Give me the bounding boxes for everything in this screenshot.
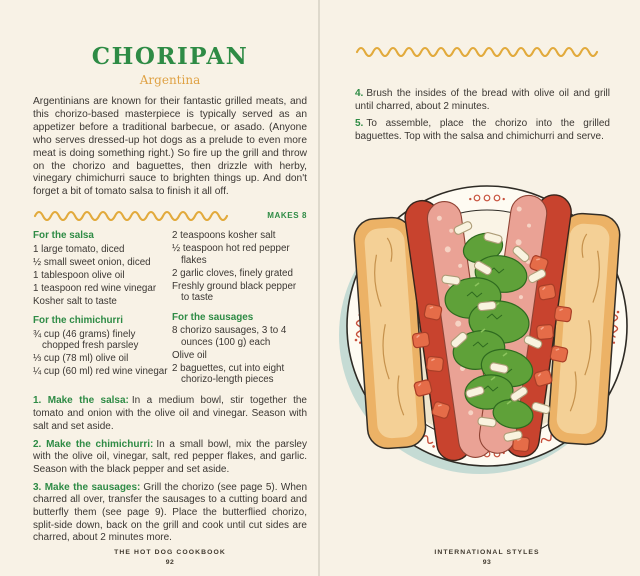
page-number: 93 — [482, 559, 492, 566]
choripan-plate-illustration — [337, 178, 637, 478]
page-spine-divider — [318, 0, 320, 576]
ingredient-column-1 — [33, 230, 169, 387]
book-title: THE HOT DOG COOKBOOK — [114, 549, 226, 556]
right-page-footer — [355, 549, 619, 566]
ingredient-item: ½ small sweet onion, diced — [33, 256, 151, 268]
left-page-footer — [33, 549, 307, 566]
recipe-step: 1. Make the salsa: In a medium bowl, stir together the tomato and onion with the olive oil and vinegar. Season with salt and set aside. — [33, 395, 307, 432]
recipe-step: 4. Brush the insides of the bread with olive oil and grill until charred, about 2 minutes. — [355, 88, 610, 112]
ingredient-item: ⅓ cup (78 ml) olive oil — [33, 353, 129, 365]
recipe-steps-left — [33, 395, 307, 545]
makes-row — [33, 209, 307, 221]
recipe-intro: Argentinians are known for their fantastic grilled meats, and this chorizo-based masterpiece is typically served as an appetizer before a traditional barbecue, or asado. (Anyone who serves dressed-up hot dogs as a prelude to even more meat is doing something right.) So fire up the grill and throw on the chorizo and baguettes, then drizzle with herby, vinegary chimichurri sauce to brighten things up. And don't forget a bit of tomato salsa to finish it all off. — [33, 96, 307, 198]
wavy-divider-icon — [355, 45, 610, 57]
ingredient-item: Freshly ground black pepper to taste — [172, 280, 297, 304]
ingredient-group-header: For the salsa — [33, 230, 94, 242]
recipe-step: 2. Make the chimichurri: In a small bowl, mix the parsley with the olive oil, vinegar, salt, red pepper flakes, and garlic. Season with the black pepper and set aside. — [33, 438, 307, 475]
ingredient-item: ¼ cup (60 ml) red wine vinegar — [33, 366, 168, 378]
page-number: 92 — [165, 559, 175, 566]
ingredient-item: 1 tablespoon olive oil — [33, 269, 125, 281]
recipe-steps-right — [355, 88, 610, 144]
ingredient-columns — [33, 230, 307, 387]
ingredient-group-header: For the chimichurri — [33, 315, 123, 327]
ingredient-item: ¾ cup (46 grams) finely chopped fresh parsley — [33, 328, 139, 352]
plate-illustration-svg — [337, 178, 637, 478]
wavy-divider-icon — [33, 209, 239, 221]
ingredient-group-header: For the sausages — [172, 311, 254, 323]
ingredient-item: Kosher salt to taste — [33, 295, 117, 307]
section-title: INTERNATIONAL STYLES — [434, 549, 540, 556]
recipe-step: 5. To assemble, place the chorizo into the grilled baguettes. Top with the salsa and chimichurri and serve. — [355, 118, 610, 143]
ingredient-item: 2 garlic cloves, finely grated — [172, 267, 293, 279]
ingredient-item: 1 teaspoon red wine vinegar — [33, 282, 157, 294]
makes-label: MAKES 8 — [267, 210, 307, 220]
ingredient-item: 8 chorizo sausages, 3 to 4 ounces (100 g) each — [172, 325, 287, 348]
ingredient-item: Olive oil — [172, 349, 207, 361]
ingredient-item: 2 teaspoons kosher salt — [172, 230, 276, 242]
recipe-title: CHORIPAN — [91, 43, 249, 70]
ingredient-column-2 — [172, 230, 307, 387]
right-page — [355, 44, 610, 149]
ingredient-item: 1 large tomato, diced — [33, 243, 125, 255]
ingredient-item: 2 baguettes, cut into eight chorizo-length pieces — [172, 362, 285, 386]
recipe-country: Argentina — [139, 73, 201, 87]
ingredient-item: ½ teaspoon hot red pepper flakes — [172, 243, 290, 266]
left-page — [33, 44, 307, 550]
recipe-step: 3. Make the sausages: Grill the chorizo (see page 5). When charred all over, transfer the sausages to a cutting board and butterfly them (see page 9). Place the butterflied chorizo, split-side down, back on the grill and cook until cut sides are charred, about 2 minutes more. — [33, 481, 308, 544]
